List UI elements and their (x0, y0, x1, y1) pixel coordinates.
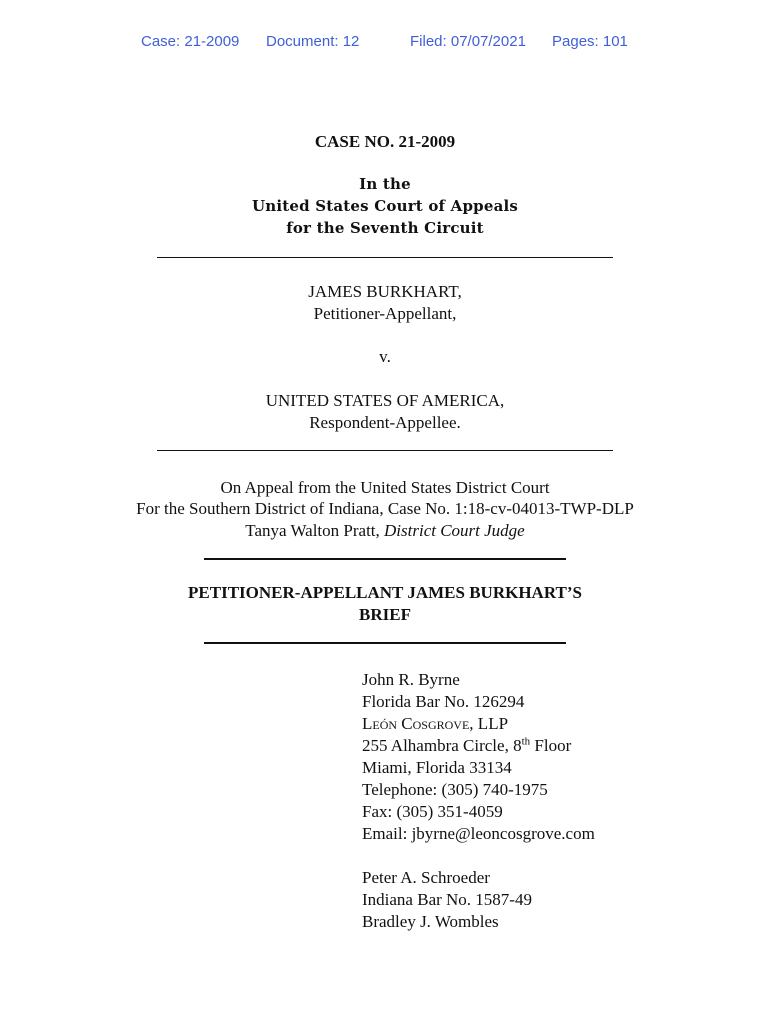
counsel-address-2: Miami, Florida 33134 (362, 758, 512, 777)
counsel-name-2: Peter A. Schroeder (362, 868, 490, 887)
counsel-telephone: Telephone: (305) 740-1975 (362, 780, 548, 799)
counsel-email: Email: jbyrne@leoncosgrove.com (362, 824, 595, 843)
counsel-bar-2: Indiana Bar No. 1587-49 (362, 890, 532, 909)
case-number: CASE NO. 21-2009 (314, 132, 456, 151)
counsel-name-3: Bradley J. Wombles (362, 912, 499, 931)
appellant-role: Petitioner-Appellant, (313, 304, 457, 323)
brief-title-line-2: BRIEF (359, 605, 411, 624)
appellant-name: JAMES BURKHART, (308, 282, 462, 301)
versus: v. (379, 347, 391, 366)
court-line-1: In the (359, 175, 411, 193)
divider (157, 257, 613, 258)
court-line-3: for the Seventh Circuit (286, 219, 484, 237)
appeal-line-2: For the Southern District of Indiana, Case No. 1:18-cv-04013-TWP-DLP (136, 499, 634, 518)
judge-title: District Court Judge (384, 521, 525, 540)
counsel-fax: Fax: (305) 351-4059 (362, 802, 503, 821)
divider (157, 450, 613, 451)
counsel-block (362, 669, 595, 933)
court-line-2: United States Court of Appeals (251, 197, 519, 215)
appellee-role: Respondent-Appellee. (309, 413, 461, 432)
spacer (362, 845, 595, 867)
divider (204, 642, 566, 644)
header-document: Document: 12 (266, 33, 360, 50)
appeal-judge (0, 520, 770, 542)
judge-name: Tanya Walton Pratt, (245, 521, 385, 540)
counsel-name-1: John R. Byrne (362, 670, 460, 689)
counsel-address-1: 255 Alhambra Circle, 8th Floor (362, 735, 572, 755)
appellee-name: UNITED STATES OF AMERICA, (265, 391, 505, 410)
header-case: Case: 21-2009 (141, 33, 240, 50)
header-pages: Pages: 101 (552, 33, 628, 50)
counsel-firm: León Cosgrove, LLP (362, 714, 509, 733)
header-filed: Filed: 07/07/2021 (410, 33, 526, 50)
counsel-bar-1: Florida Bar No. 126294 (362, 692, 525, 711)
divider (204, 558, 566, 560)
brief-title-line-1: PETITIONER-APPELLANT JAMES BURKHART’S (188, 583, 582, 602)
appeal-line-1: On Appeal from the United States District Court (220, 478, 550, 497)
